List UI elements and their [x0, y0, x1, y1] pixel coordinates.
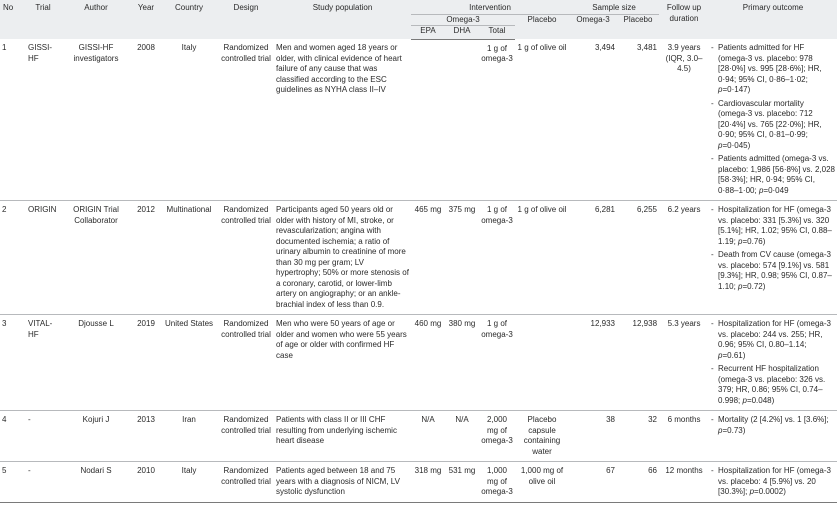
cell-epa: N/A	[411, 411, 445, 462]
header-trial: Trial	[26, 0, 60, 39]
p-value: =0.76)	[742, 236, 766, 246]
cell-n-omega3: 6,281	[569, 201, 617, 315]
cell-total: 1,000 mg of omega-3	[479, 462, 515, 503]
cell-n-placebo: 12,938	[617, 315, 659, 411]
outcome-text: Hospitalization for HF (omega-3 vs. placebo: 244 vs. 255; HR, 0.96; 95% CI, 0.80–1.14;	[718, 319, 831, 349]
cell-follow-up: 12 months	[659, 462, 709, 503]
cell-n-omega3: 67	[569, 462, 617, 503]
outcome-item	[711, 466, 835, 498]
outcome-text: Patients admitted for HF (omega-3 vs. placebo: 978 [28·0%] vs. 995 [28·6%]; HR, 0·94; 95% CI, 0·86–1·02;	[718, 43, 822, 84]
cell-n-omega3: 38	[569, 411, 617, 462]
header-dha: DHA	[445, 26, 479, 40]
p-value: =0·049	[763, 185, 789, 195]
cell-population: Patients aged between 18 and 75 years with a diagnosis of NICM, LV systolic dysfunction	[274, 462, 411, 503]
outcome-text: Recurrent HF hospitalization (omega-3 vs. placebo: 326 vs. 379; HR, 0.86; 95% CI, 0.74–0.998;	[718, 364, 826, 405]
cell-follow-up: 3.9 years (IQR, 3.0–4.5)	[659, 39, 709, 201]
cell-trial: ORIGIN	[26, 201, 60, 315]
cell-country: Italy	[160, 462, 218, 503]
cell-population: Men who were 50 years of age or older and women who were 55 years of age or older with confirmed HF case	[274, 315, 411, 411]
cell-year: 2012	[132, 201, 160, 315]
outcome-text: Hospitalization for HF (omega-3 vs. placebo: 331 [5.3%] vs. 320 [5.1%]; HR, 1.02; 95% CI, 0.88–1.19;	[718, 205, 832, 246]
cell-trial: GISSI-HF	[26, 39, 60, 201]
cell-trial: -	[26, 411, 60, 462]
header-population: Study population	[274, 0, 411, 39]
cell-n-omega3: 3,494	[569, 39, 617, 201]
header-design: Design	[218, 0, 274, 39]
cell-author: GISSI-HF investigators	[60, 39, 132, 201]
cell-design: Randomized controlled trial	[218, 315, 274, 411]
p-value: =0.048)	[746, 395, 775, 405]
cell-outcomes	[709, 315, 837, 411]
cell-trial: VITAL-HF	[26, 315, 60, 411]
p-value: =0.72)	[742, 281, 766, 291]
cell-epa	[411, 39, 445, 201]
p-value-label: p	[758, 185, 764, 195]
header-total: Total	[479, 26, 515, 40]
header-placebo: Placebo	[515, 14, 569, 39]
cell-follow-up: 6.2 years	[659, 201, 709, 315]
cell-design: Randomized controlled trial	[218, 201, 274, 315]
header-epa: EPA	[411, 26, 445, 40]
cell-country: Multinational	[160, 201, 218, 315]
cell-total: 2,000 mg of omega-3	[479, 411, 515, 462]
outcome-item	[711, 99, 835, 152]
cell-follow-up: 6 months	[659, 411, 709, 462]
table-row	[0, 411, 837, 462]
outcome-text: Patients admitted (omega-3 vs. placebo: 1,986 [56·8%] vs. 2,028 [58·3%]; HR, 0·94; 95% CI, 0·88–1·00;	[718, 154, 835, 195]
p-value-label: p	[718, 350, 723, 360]
outcome-item	[711, 205, 835, 247]
outcome-item	[711, 364, 835, 406]
header-author: Author	[60, 0, 132, 39]
cell-total: 1 g of omega-3	[479, 39, 515, 201]
header-country: Country	[160, 0, 218, 39]
outcome-list	[711, 205, 835, 292]
cell-n-placebo: 32	[617, 411, 659, 462]
p-value: =0.73)	[722, 425, 746, 435]
cell-placebo: Placebo capsule containing water	[515, 411, 569, 462]
cell-design: Randomized controlled trial	[218, 462, 274, 503]
cell-placebo: 1 g of olive oil	[515, 39, 569, 201]
table-body	[0, 39, 837, 502]
cell-total: 1 g of omega-3	[479, 315, 515, 411]
outcome-item	[711, 250, 835, 292]
cell-epa: 460 mg	[411, 315, 445, 411]
cell-no: 3	[0, 315, 26, 411]
cell-outcomes	[709, 462, 837, 503]
cell-total: 1 g of omega-3	[479, 201, 515, 315]
cell-dha: 531 mg	[445, 462, 479, 503]
cell-population: Patients with class II or III CHF resulting from underlying ischemic heart disease	[274, 411, 411, 462]
cell-author: Nodari S	[60, 462, 132, 503]
cell-epa: 318 mg	[411, 462, 445, 503]
cell-country: Italy	[160, 39, 218, 201]
p-value: =0·045)	[722, 140, 751, 150]
cell-outcomes	[709, 411, 837, 462]
outcome-item	[711, 154, 835, 196]
cell-dha: 380 mg	[445, 315, 479, 411]
outcome-text: Mortality (2 [4.2%] vs. 1 [3.6%];	[718, 415, 829, 424]
table-header	[0, 0, 837, 39]
cell-epa: 465 mg	[411, 201, 445, 315]
outcome-list	[711, 319, 835, 406]
outcome-text: Hospitalization for HF (omega-3 vs. placebo: 4 [5.9%] vs. 20 [30.3%];	[718, 466, 831, 496]
cell-placebo	[515, 315, 569, 411]
header-no: No	[0, 0, 26, 39]
header-follow-up: Follow up duration	[659, 0, 709, 39]
outcome-item	[711, 43, 835, 96]
table-row	[0, 39, 837, 201]
cell-year: 2013	[132, 411, 160, 462]
cell-placebo: 1 g of olive oil	[515, 201, 569, 315]
cell-dha	[445, 39, 479, 201]
outcome-item	[711, 319, 835, 361]
p-value: =0.0002)	[754, 487, 786, 496]
p-value-label: p	[749, 487, 755, 496]
cell-author: Djousse L	[60, 315, 132, 411]
cell-country: Iran	[160, 411, 218, 462]
p-value-label: p	[718, 140, 723, 150]
table-row	[0, 315, 837, 411]
header-year: Year	[132, 0, 160, 39]
p-value: =0·147)	[722, 85, 751, 94]
header-ss-placebo: Placebo	[617, 14, 659, 39]
outcome-text: Cardiovascular mortality (omega-3 vs. placebo: 712 [20·4%] vs. 765 [22·0%]; HR, 0·90; 95% CI, 0·81–0·99;	[718, 98, 822, 139]
cell-year: 2010	[132, 462, 160, 503]
header-ss-omega3: Omega-3	[569, 14, 617, 39]
cell-n-placebo: 3,481	[617, 39, 659, 201]
cell-no: 2	[0, 201, 26, 315]
table-row	[0, 201, 837, 315]
outcome-list	[711, 43, 835, 196]
cell-n-placebo: 66	[617, 462, 659, 503]
cell-country: United States	[160, 315, 218, 411]
table-row	[0, 462, 837, 503]
cell-placebo: 1,000 mg of olive oil	[515, 462, 569, 503]
header-outcome: Primary outcome	[709, 0, 837, 39]
cell-outcomes	[709, 201, 837, 315]
cell-no: 5	[0, 462, 26, 503]
cell-population: Participants aged 50 years old or older with history of MI, stroke, or revascularization; angina with documented ischemia; a ratio of urinary albumin to creatinine of more than 30 mg per gram; LV hypertrophy; 50% or more stenosis of a coronary, carotid, or lower-limb artery on angiography; or an ankle-brachial index of less than 0.9.	[274, 201, 411, 315]
outcome-item	[711, 415, 835, 436]
cell-trial: -	[26, 462, 60, 503]
cell-author: Kojuri J	[60, 411, 132, 462]
cell-design: Randomized controlled trial	[218, 411, 274, 462]
header-omega3: Omega-3	[411, 14, 515, 26]
p-value-label: p	[738, 281, 743, 291]
p-value-label: p	[718, 425, 723, 435]
outcome-list	[711, 466, 835, 498]
outcome-text: Death from CV cause (omega-3 vs. placebo: 574 [9.1%] vs. 581 [9.3%]; HR, 0.98; 95% CI, 0.87–1.10;	[718, 250, 832, 291]
cell-dha: N/A	[445, 411, 479, 462]
header-sample-size: Sample size	[569, 0, 659, 14]
cell-n-placebo: 6,255	[617, 201, 659, 315]
header-intervention: Intervention	[411, 0, 569, 14]
p-value-label: p	[718, 85, 723, 94]
cell-author: ORIGIN Trial Collaborator	[60, 201, 132, 315]
p-value: =0.61)	[722, 350, 746, 360]
p-value-label: p	[738, 236, 743, 246]
cell-outcomes	[709, 39, 837, 201]
cell-no: 4	[0, 411, 26, 462]
cell-n-omega3: 12,933	[569, 315, 617, 411]
cell-population: Men and women aged 18 years or older, with clinical evidence of heart failure of any cause that was classified according to the ESC guidelines as NYHA class II–IV	[274, 39, 411, 201]
cell-design: Randomized controlled trial	[218, 39, 274, 201]
cell-year: 2008	[132, 39, 160, 201]
cell-no: 1	[0, 39, 26, 201]
p-value-label: p	[742, 395, 747, 405]
outcome-list	[711, 415, 835, 436]
cell-year: 2019	[132, 315, 160, 411]
cell-dha: 375 mg	[445, 201, 479, 315]
cell-follow-up: 5.3 years	[659, 315, 709, 411]
